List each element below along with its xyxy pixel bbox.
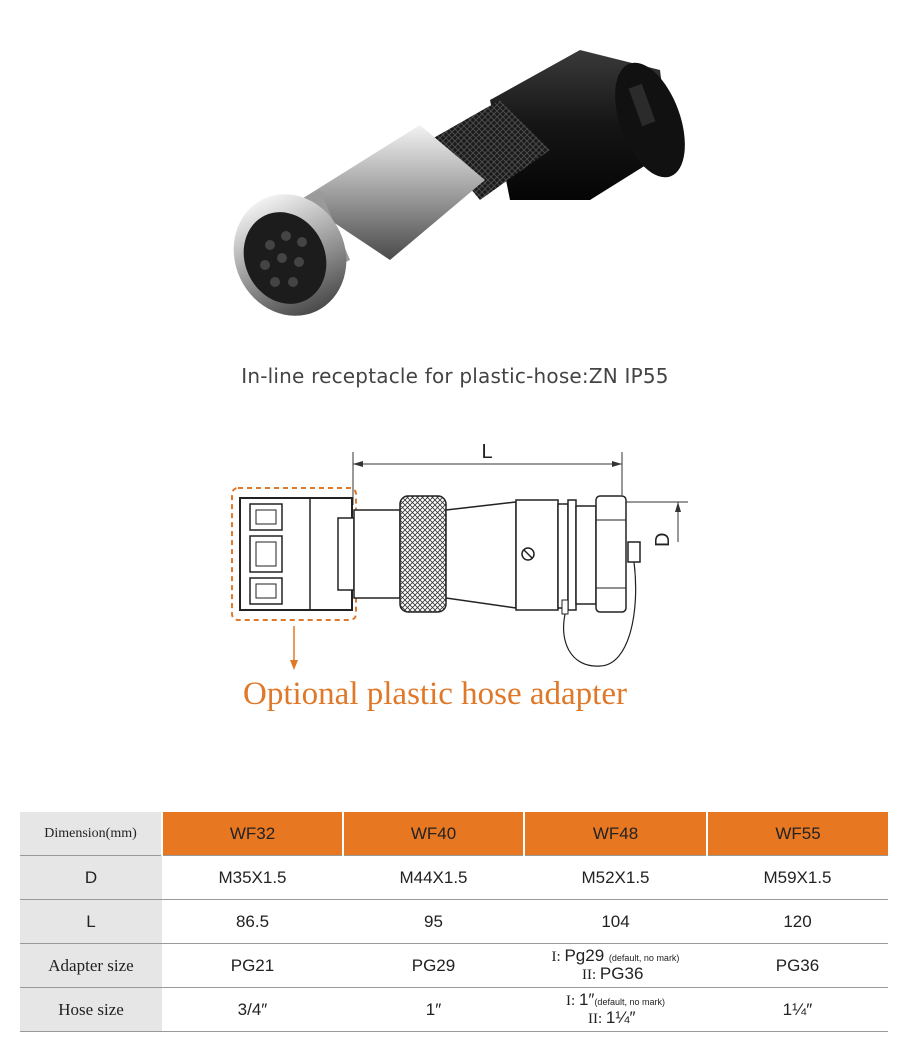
option-prefix: I: <box>566 993 579 1009</box>
option-prefix: II: <box>588 1011 606 1027</box>
table-row <box>20 900 888 944</box>
row-label: L <box>20 900 162 944</box>
table-cell: 120 <box>707 900 888 944</box>
dim-D-label: D <box>652 532 674 547</box>
option-value: PG36 <box>599 964 644 983</box>
table-header-row <box>20 812 888 856</box>
table-cell: M44X1.5 <box>343 856 524 900</box>
model-header: WF55 <box>707 812 888 856</box>
option-prefix: I: <box>551 949 565 965</box>
table-cell-options <box>524 988 707 1032</box>
option-prefix: II: <box>582 967 600 983</box>
table-cell-options <box>524 944 707 988</box>
table-cell: 104 <box>524 900 707 944</box>
option-note: (default, no mark) <box>608 953 680 963</box>
table-cell: PG21 <box>162 944 343 988</box>
table-row <box>20 988 888 1032</box>
dim-L-label: L <box>481 441 493 463</box>
dimension-drawing <box>220 430 700 670</box>
table-row <box>20 856 888 900</box>
option-note: (default, no mark) <box>594 997 665 1007</box>
table-cell: 86.5 <box>162 900 343 944</box>
model-header: WF32 <box>162 812 343 856</box>
connector-photo <box>230 30 690 330</box>
table-row <box>20 944 888 988</box>
table-cell: M59X1.5 <box>707 856 888 900</box>
row-label: D <box>20 856 162 900</box>
dimension-table <box>20 812 888 1032</box>
model-header: WF40 <box>343 812 524 856</box>
table-cell: 1¼″ <box>707 988 888 1032</box>
row-label: Hose size <box>20 988 162 1032</box>
option-value: Pg29 <box>564 946 605 965</box>
corner-header: Dimension(mm) <box>20 812 162 856</box>
table-cell: PG29 <box>343 944 524 988</box>
row-label: Adapter size <box>20 944 162 988</box>
adapter-note: Optional plastic hose adapter <box>243 676 627 712</box>
option-value: 1″ <box>578 990 595 1009</box>
table-cell: 3/4″ <box>162 988 343 1032</box>
model-header: WF48 <box>524 812 707 856</box>
option-value: 1¼″ <box>605 1008 636 1027</box>
table-cell: M52X1.5 <box>524 856 707 900</box>
table-cell: 95 <box>343 900 524 944</box>
table-cell: M35X1.5 <box>162 856 343 900</box>
table-cell: PG36 <box>707 944 888 988</box>
product-caption: In-line receptacle for plastic-hose:ZN IP55 <box>241 364 669 388</box>
table-cell: 1″ <box>343 988 524 1032</box>
